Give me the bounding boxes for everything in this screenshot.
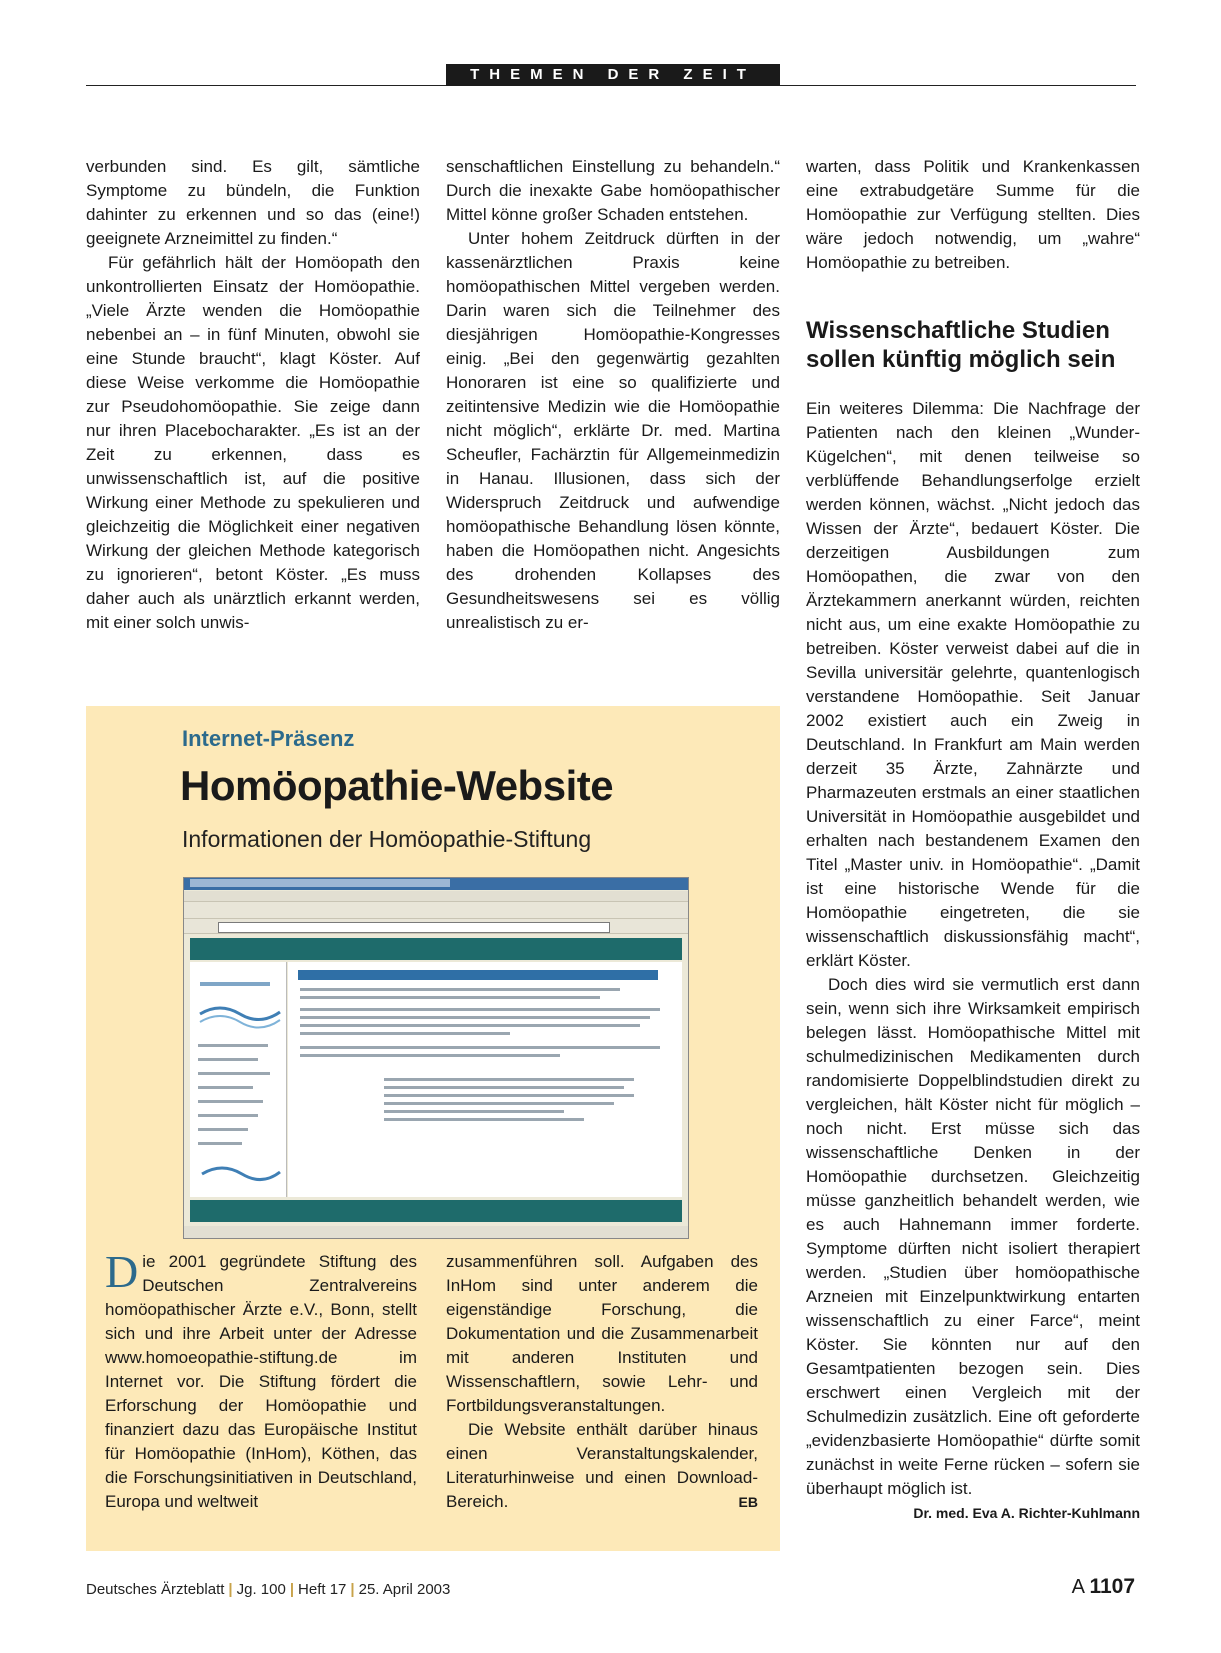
paragraph: zusammenführen soll. Aufgaben des InHom sind unter anderem die eigenständige Forschung, die Dokumentation und die Zusammenarbeit mit anderen Instituten und Wissenschaftlern, sowie Lehr- und Fortbildungsveranstaltungen. — [446, 1252, 758, 1415]
paragraph: Unter hohem Zeitdruck dürften in der kassenärztlichen Praxis keine homöopathischen Mittel vergeben werden. Darin waren sich die Teilnehmer des diesjährigen Homöopathie-Kongresses einig. „Bei den gegenwärtig gezahlten Honoraren ist eine so qualifizierte und zeitintensive Medizin wie die Homöopathie nicht möglich“, erklärte Dr. med. Martina Scheufler, Fachärztin für Allgemeinmedizin in Hanau. Illusionen, dass sich der Widerspruch Zeitdruck und aufwendige homöopathische Behandlung lösen könnte, haben die Homöopathen nicht. Angesichts des drohenden Kollapses des Gesundheitswesens sei es völlig unrealistisch zu er- — [446, 229, 780, 632]
volume: Jg. 100 — [236, 1581, 286, 1598]
paragraph — [105, 1246, 417, 1514]
site-nav — [190, 962, 287, 1197]
author-initials: EB — [738, 1494, 758, 1510]
page-footer: Deutsches Ärzteblatt | Jg. 100 | Heft 17 | 25. April 2003 — [86, 1581, 451, 1598]
column-2 — [446, 155, 780, 635]
site-footer — [190, 1200, 682, 1222]
page-number-value: 1107 — [1089, 1575, 1135, 1598]
paragraph: verbunden sind. Es gilt, sämtliche Symptome zu bündeln, die Funktion dahinter zu erkennen und so das (eine!) geeignete Arzneimittel zu finden.“ — [86, 157, 420, 248]
site-header — [190, 938, 682, 960]
website-screenshot — [183, 877, 689, 1239]
paragraph — [446, 1418, 758, 1514]
paragraph: Ein weiteres Dilemma: Die Nachfrage der Patienten nach den kleinen „Wunder-Kügelchen“, mit denen teilweise so verblüffende Behandlungserfolge erzielt werden können, wächst. „Nicht jedoch das Wissen der Ärzte“, bedauert Köster. Die derzeitigen Ausbildungen zum Homöopathen, die zwar von den Ärztekammern anerkannt würden, reichten nicht aus, um eine exakte Homöopathie zu betreiben. Köster verweist dabei auf die in Sevilla universitär gelehrte, quantenlogisch verstandene Homöopathie. Seit Januar 2002 existiert auch ein Zweig in Deutschland. In Frankfurt am Main werden derzeit 35 Ärzte, Zahnärzte und Pharmazeuten erstmals an einer staatlichen Universität in Homöopathie ausgebildet und erhalten nach bestandenem Examen den Titel „Master univ. in Homöopathie“. „Damit ist eine historische Wende für die Homöopathie eingetreten, die sie wissenschaftlich diskussionsfähig macht“, erklärt Köster. — [806, 399, 1140, 970]
drop-cap: D — [105, 1246, 139, 1297]
browser-titlebar — [184, 878, 688, 890]
box-kicker: Internet-Präsenz — [182, 726, 355, 751]
subheading: Wissenschaftliche Studien sollen künftig möglich sein — [806, 317, 1116, 373]
browser-toolbar — [184, 902, 688, 919]
column-3-top — [806, 155, 1140, 275]
paragraph: senschaftlichen Einstellung zu behandeln.“ Durch die inexakte Gabe homöopathischer Mittel könne großer Schaden entstehen. — [446, 157, 780, 224]
page-prefix: A — [1071, 1576, 1084, 1598]
paragraph — [806, 973, 1140, 1521]
paragraph: warten, dass Politik und Krankenkassen eine extrabudgetäre Summe für die Homöopathie zur Verfügung stellten. Dies wäre jedoch notwendig, um „wahre“ Homöopathie zu betreiben. — [806, 157, 1140, 272]
page-number — [1072, 1575, 1135, 1599]
paragraph-text: Die Website enthält darüber hinaus einen Veranstaltungskalender, Literaturhinweise und einen Download-Bereich. — [446, 1420, 758, 1511]
box-deck: Informationen der Homöopathie-Stiftung — [182, 826, 592, 852]
box-column-2 — [446, 1250, 758, 1514]
paragraph-text: ie 2001 gegründete Stiftung des Deutschen Zentralvereins homöopathischer Ärzte e.V., Bonn, stellt sich und ihre Arbeit unter der Adresse www.homoeopathie-stiftung.de im Internet vor. Die Stiftung fördert die Erforschung der Homöopathie und finanziert dazu das Europäische Institut für Homöopathie (InHom), Köthen, das die Forschungsinitiativen in Deutschland, Europa und weltweit — [105, 1252, 417, 1511]
column-3-body — [806, 397, 1140, 1525]
journal-name: Deutsches Ärzteblatt — [86, 1581, 225, 1598]
issue-date: 25. April 2003 — [358, 1581, 451, 1598]
site-logo-waves — [190, 962, 286, 1197]
paragraph-text: Doch dies wird sie vermutlich erst dann sein, wenn sich ihre Wirksamkeit empirisch belegen lässt. Homöopathische Mittel mit schulmedizinischen Medikamenten durch randomisierte Doppelblindstudien direkt zu vergleichen, hält Köster nicht für möglich – noch nicht. Erst müsse sich das wissenschaftliche Denken in der Homöopathie durchsetzen. Gleichzeitig müsse ganzheitlich behandelt werden, wie es auch Hahnemann immer forderte. Symptome dürften nicht isoliert therapiert werden. „Studien über homöopathische Arzneien mit Einzelpunktwirkung entarten wissenschaftlich zu einer Farce“, meint Köster. Sie könnten nur auf den Gesamtpatienten bezogen sein. Dies erschwert einen Vergleich mit der Schulmedizin zusätzlich. Eine oft geforderte „evidenzbasierte Homöopathie“ dürfte somit zunächst in weite Ferne rücken – sofern sie überhaupt möglich ist. — [806, 975, 1140, 1498]
column-1 — [86, 155, 420, 635]
issue: Heft 17 — [298, 1581, 347, 1598]
paragraph: Für gefährlich hält der Homöopath den unkontrollierten Einsatz der Homöopathie. „Viele Ärzte wenden die Homöopathie nebenbei an – in fünf Minuten, obwohl sie eine Stunde braucht“, klagt Köster. Auf diese Weise verkomme die Homöopathie zur Pseudohomöopathie. Sie zeige dann nur ihren Placebocharakter. „Es ist an der Zeit zu erkennen, dass es unwissenschaftlich ist, auf die positive Wirkung einer Methode zu spekulieren und gleichzeitig die Möglichkeit einer negativen Wirkung der gleichen Methode kategorisch zu ignorieren“, betont Köster. „Es muss daher auch als unärztlich erkannt werden, mit einer solch unwis- — [86, 253, 420, 632]
box-column-1 — [105, 1246, 417, 1514]
browser-status-bar — [184, 1226, 688, 1238]
site-content-title — [298, 970, 658, 980]
author-byline: Dr. med. Eva A. Richter-Kuhlmann — [913, 1505, 1140, 1521]
box-headline: Homöopathie-Website — [180, 762, 614, 809]
browser-menubar — [184, 891, 688, 902]
section-label: THEMEN DER ZEIT — [446, 64, 780, 86]
address-field — [218, 922, 610, 933]
